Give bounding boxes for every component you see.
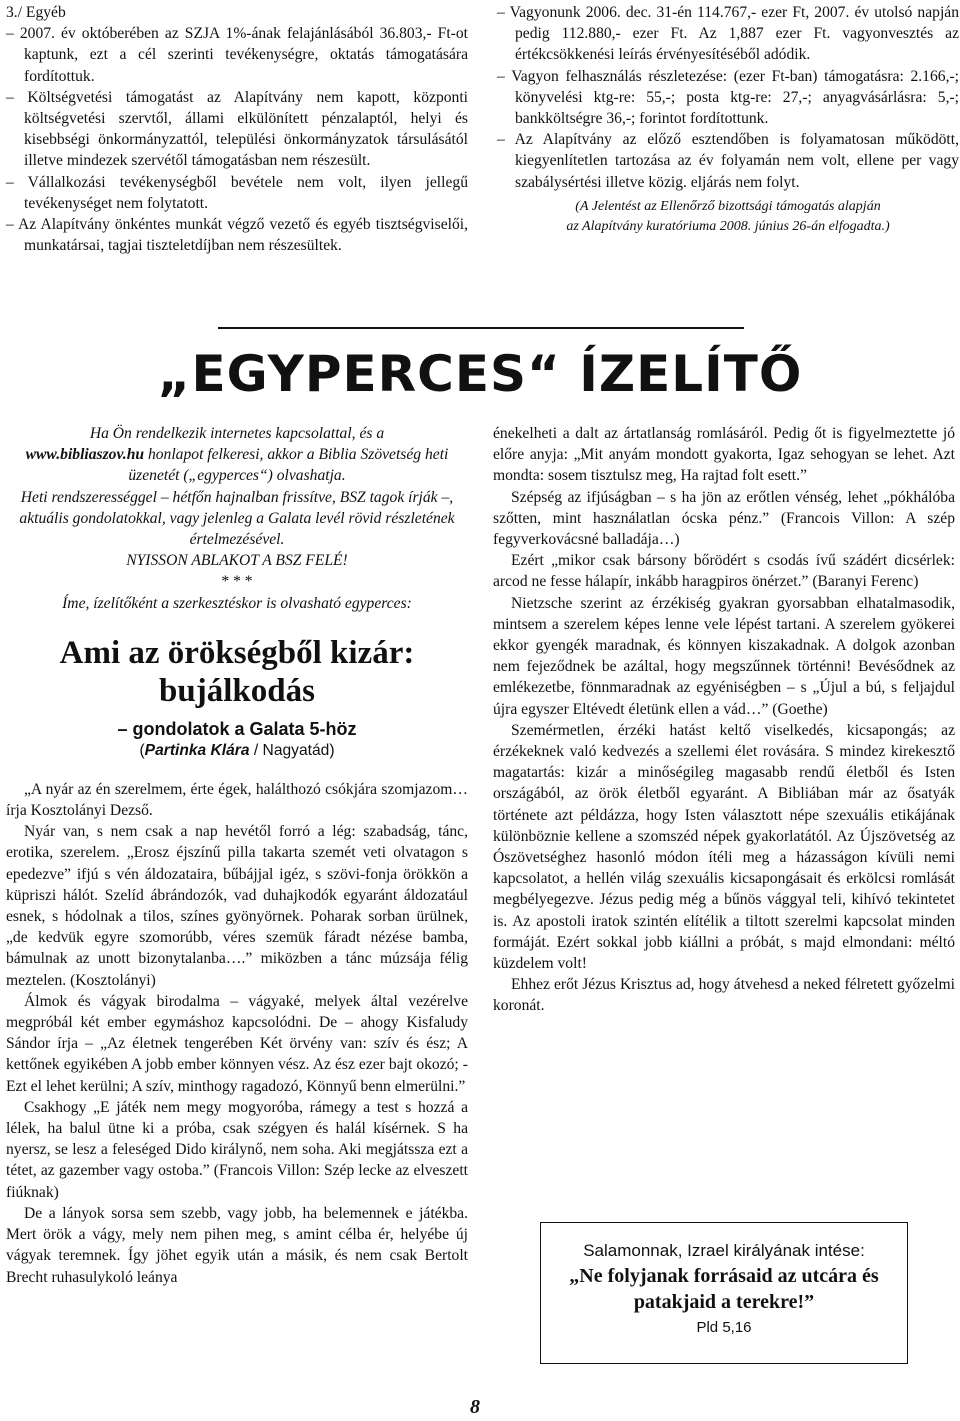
section-divider: [218, 327, 744, 329]
article-paragraph: Csakhogy „E játék nem megy mogyoróba, rámegy a test s hozzá a lélek, ha balul ütne ki a próba, csak szégyen és halál kísérnek. S ha nyersz, se lesz a feleséged Dido királynő, nem soha. Aki megjátssza ezt a tétet, az gazember vagy ostoba.” (Francois Villon: Szép lecke az elveszett fiúknak): [6, 1098, 468, 1201]
article-paragraph: Álmok és vágyak birodalma – vágyaké, melyek által vezérelve megpróbál két ember egymáshoz kapcsolódni. De – ahogy Kisfaludy Sándor írja – „Az életnek tengerében Két örvény van: szív és ész; A kettőnek egyikében A jobb ember könnyen vész. Az ész ezer bajt okozó; - Ezt el lehet kerülni; A szív, minthogy ragadozó, Könnyű benn elmerülni.”: [6, 992, 468, 1095]
separator-stars: * * *: [221, 573, 253, 591]
banner-title: „EGYPERCES“ ÍZELÍTŐ: [157, 345, 803, 403]
article-paragraph: Szépség az ifjúságban – s ha jön az erőtlen vénség, lehet „pókhálóba szőtten, mint használatlan ócska pénz.” (Francois Villon: A szép fegyverkovácsné balladája…): [493, 488, 955, 549]
report-note-line: az Alapítvány kuratóriuma 2008. június 26-án elfogadta.): [566, 218, 890, 234]
intro-line: honlapot felkeresi, akkor a Biblia Szövetség heti üzenetét („egyperces“) olvashatja.: [128, 446, 449, 485]
list-item-text: Vagyonunk 2006. dec. 31-én 114.767,- ezer Ft, 2007. év utolsó napján pedig 112.880,- ezer Ft. Az 1,887 ezer Ft. vagyonvesztés az értékcsökkenési leírás érvényesítéséből adódik.: [509, 4, 959, 64]
list-item-text: Költségvetési támogatást az Alapítvány nem kapott, központi költségvetési szervtől, állami elkülönített pénzalaptól, helyi és kisebbségi önkormányzattól, települési önkormányzatok társulásától illetve mindezek szervétől támogatásban nem részesült.: [24, 88, 469, 170]
top-left-column: [6, 2, 468, 256]
article-paragraph: Szemérmetlen, érzéki hatást keltő viselkedés, kicsapongás; az érzékeknek való kedvezés a szellemi élet rovására. S mindez kirekesztő magatartás: kizár a minőségileg magasabb rendű életből és Isten országából, az örök életből egyaránt. A Bibliában már az ősatyák története azt példázza, hogy Isten választott népe szexuális etikájának különbözniе kellene a szomszéd népek gyakorlatától. Az Újszövetség az Ószövetséghez hasonló módon ítéli meg a házasságon kívüli nemi kapcsolatot, a hellén világ szexuális kicsapongásait és erkölcsi romlását megbélyegezve. Jézus pedig még a bűnös vággyal teli, kihívó tekintetet is. Az apostoli iratok szintén elítélik a tiltott szerelmi kapcsolat minden formáját. Ezért sokkal jobb kiállni a próbát, s majd elmondani: méltó küzdelem volt!: [493, 721, 955, 973]
quote-box: [540, 1222, 908, 1364]
list-item-text: Vagyon felhasználás részletezése: (ezer Ft-ban) támogatásra: 2.166,-; könyvelési ktg-re: 55,-; posta ktg-re: 27,-; anyagvásárlásra: 5,-; bankköltségre 36,-; forintot fordítottunk.: [511, 67, 960, 128]
article-paragraph: Ehhez erőt Jézus Krisztus ad, hogy átvehesd a neked félretett győzelmi koronát.: [493, 976, 955, 1015]
article-paragraph: Ezért „mikor csak bársony bőrödért s csodás ívű szádért dicsérlek: arcod ne fesse hálapír, inkább haragpiros önérzet.” (Baranyi Ferenc): [493, 552, 955, 591]
list-item: – Az Alapítvány az előző esztendőben is folyamatosan működött, kiegyenlítetlen tartozása az év folyamán nem volt, ellene per vagy szabálysértési illetve közig. eljárás nem folyt.: [497, 131, 959, 191]
intro-text: [6, 423, 468, 487]
intro-callout: NYISSON ABLAKOT A BSZ FELÉ!: [126, 552, 348, 570]
list-item-text: Vállalkozási tevékenységből bevétele nem volt, ilyen jellegű tevékenységet nem folytatott.: [24, 173, 468, 212]
article-title: Ami az örökségből kizár: bujálkodás: [59, 634, 415, 709]
top-right-column: [497, 2, 959, 237]
list-item: – Vállalkozási tevékenységből bevétele nem volt, ilyen jellegű tevékenységet nem folytatott.: [6, 173, 468, 212]
author-name: Partinka Klára: [144, 741, 250, 759]
list-item-text: Az Alapítvány önkéntes munkát végző vezető és egyéb tisztségviselői, munkatársai, tagjai tiszteletdíjban nem részesültek.: [18, 216, 468, 255]
lower-right-column: [493, 423, 955, 1017]
article-paragraph: énekelheti a dalt az ártatlanság romlásáról. Pedig őt is figyelmeztette jó előre anyja: „Mit anyám mondott gyakorta, Igaz sehogyan se lehet. Azt mondta: sosem tisztulsz meg, Ha rajtad folt esett.”: [493, 425, 955, 485]
list-item-text: Az Alapítvány az előző esztendőben is folyamatosan működött, kiegyenlítetlen tartozása az év folyamán nem volt, ellene per vagy szabálysértési illetve közig. eljárás nem folyt.: [514, 131, 959, 191]
article-paragraph: De a lányok sorsa sem szebb, vagy jobb, ha belemennek e játékba. Mert örök a vágy, mely nem pihen meg, s amint célba ér, helyébe új vágyak teremnek. Így jöhet egyik után a másik, és nem csak Bertolt Brecht ruhasulykoló leánya: [6, 1204, 468, 1286]
list-item-text: 2007. év októberében az SZJA 1%-ának felajánlásából 36.803,- Ft-ot kaptunk, ezt a cél szerinti tevékenységre, oktatás támogatására fordítottuk.: [19, 25, 468, 85]
intro-line: Ha Ön rendelkezik internetes kapcsolattal, és a: [89, 425, 385, 442]
list-item: – Vagyonunk 2006. dec. 31-én 114.767,- ezer Ft, 2007. év utolsó napján pedig 112.880,- ezer Ft. Az 1,887 ezer Ft. vagyonvesztés az értékcsökkenési leírás érvényesítéséből adódik.: [497, 4, 959, 64]
author-paren: (: [139, 741, 145, 759]
quote-intro: Salamonnak, Izrael királyának intése:: [583, 1241, 865, 1260]
page-number: 8: [470, 1396, 480, 1418]
website-link[interactable]: www.bibliaszov.hu: [25, 446, 145, 464]
report-note: [497, 197, 959, 237]
article-paragraph: Nietzsche szerint az érzékiség gyakran gyorsabban elhatalmasodik, mintsem a szerelem képes lenne vele lépést tartani. A szerelem gyökerei ekkor gyengék maradnak, és könnyen kiszakadnak. A dolgok azonban nem fejeződnek be azáltal, hogy megszűnnek történni! Bevésődnek az emlékezetbe, fönnmaradnak az egyéniségben – s „Újul a bú, s feljajdul újra egyszer Eltévedt életünk ellen a vád…” (Goethe): [493, 594, 955, 718]
list-item: – 2007. év októberében az SZJA 1%-ának felajánlásából 36.803,- Ft-ot kaptunk, ezt a cél szerinti tevékenységre, oktatás támogatására fordítottuk.: [6, 25, 468, 85]
section-heading: 3./ Egyéb: [6, 4, 66, 21]
list-item: – Vagyon felhasználás részletezése: (ezer Ft-ban) támogatásra: 2.166,-; könyvelési ktg-re: 55,-; posta ktg-re: 27,-; anyagvásárlásra: 5,-; bankköltségre 36,-; forintot fordítottunk.: [497, 67, 960, 128]
lower-left-column: [6, 423, 468, 1288]
article-paragraph: „A nyár az én szerelmem, érte égek, halálthozó csókjára szomjazom… írja Kosztolányi Dezső.: [6, 780, 468, 820]
list-item: – Költségvetési támogatást az Alapítvány nem kapott, központi költségvetési szervtől, állami elkülönített pénzalaptól, helyi és kisebbségi önkormányzattól, települési önkormányzatok társulásától illetve mindezek szervétől támogatásban nem részesült.: [6, 88, 469, 170]
quote-reference: Pld 5,16: [696, 1319, 752, 1336]
quote-text: „Ne folyjanak forrásaid az utcára és patakjaid a terekre!”: [569, 1265, 879, 1313]
article-author: [6, 740, 468, 761]
report-note-line: (A Jelentést az Ellenőrző bizottsági támogatás alapján: [575, 198, 881, 214]
author-place: / Nagyatád): [249, 741, 335, 759]
list-item: – Az Alapítvány önkéntes munkát végző vezető és egyéb tisztségviselői, munkatársai, tagjai tiszteletdíjban nem részesültek.: [6, 216, 468, 255]
article-subtitle: – gondolatok a Galata 5-höz: [117, 718, 357, 739]
intro-lead: Íme, ízelítőként a szerkesztéskor is olvasható egyperces:: [62, 594, 412, 612]
article-paragraph: Nyár van, s nem csak a nap hevétől forró a lég: szabadság, tánc, erotika, szerelem. „Erosz éjszínű pilla takarta szemét veti olvatagon s epedezve” ifjú s vén áldozataira, bűbájjal igéz, s szövi-fonja örökkön a küpriszi hálót. Szelíd ábrándozók, vad duhajkodók egyaránt áldozatául esnek, s hódolnak a tilos, színes gyönyörnek. Poharak sorban ürülnek, „de kedvük egyre szomorúbb, véres szemük fáradt nézése bamba, bámulnak az unott bizonytalanba….” miközben a tánc múzsája félig meztelen. (Kosztolányi): [6, 823, 468, 989]
intro-schedule: Heti rendszerességgel – hétfőn hajnalban frissítve, BSZ tagok írják –, aktuális gondolatokkal, vagy jelenleg a Galata levél rövid részletének értelmezésével.: [19, 488, 455, 549]
